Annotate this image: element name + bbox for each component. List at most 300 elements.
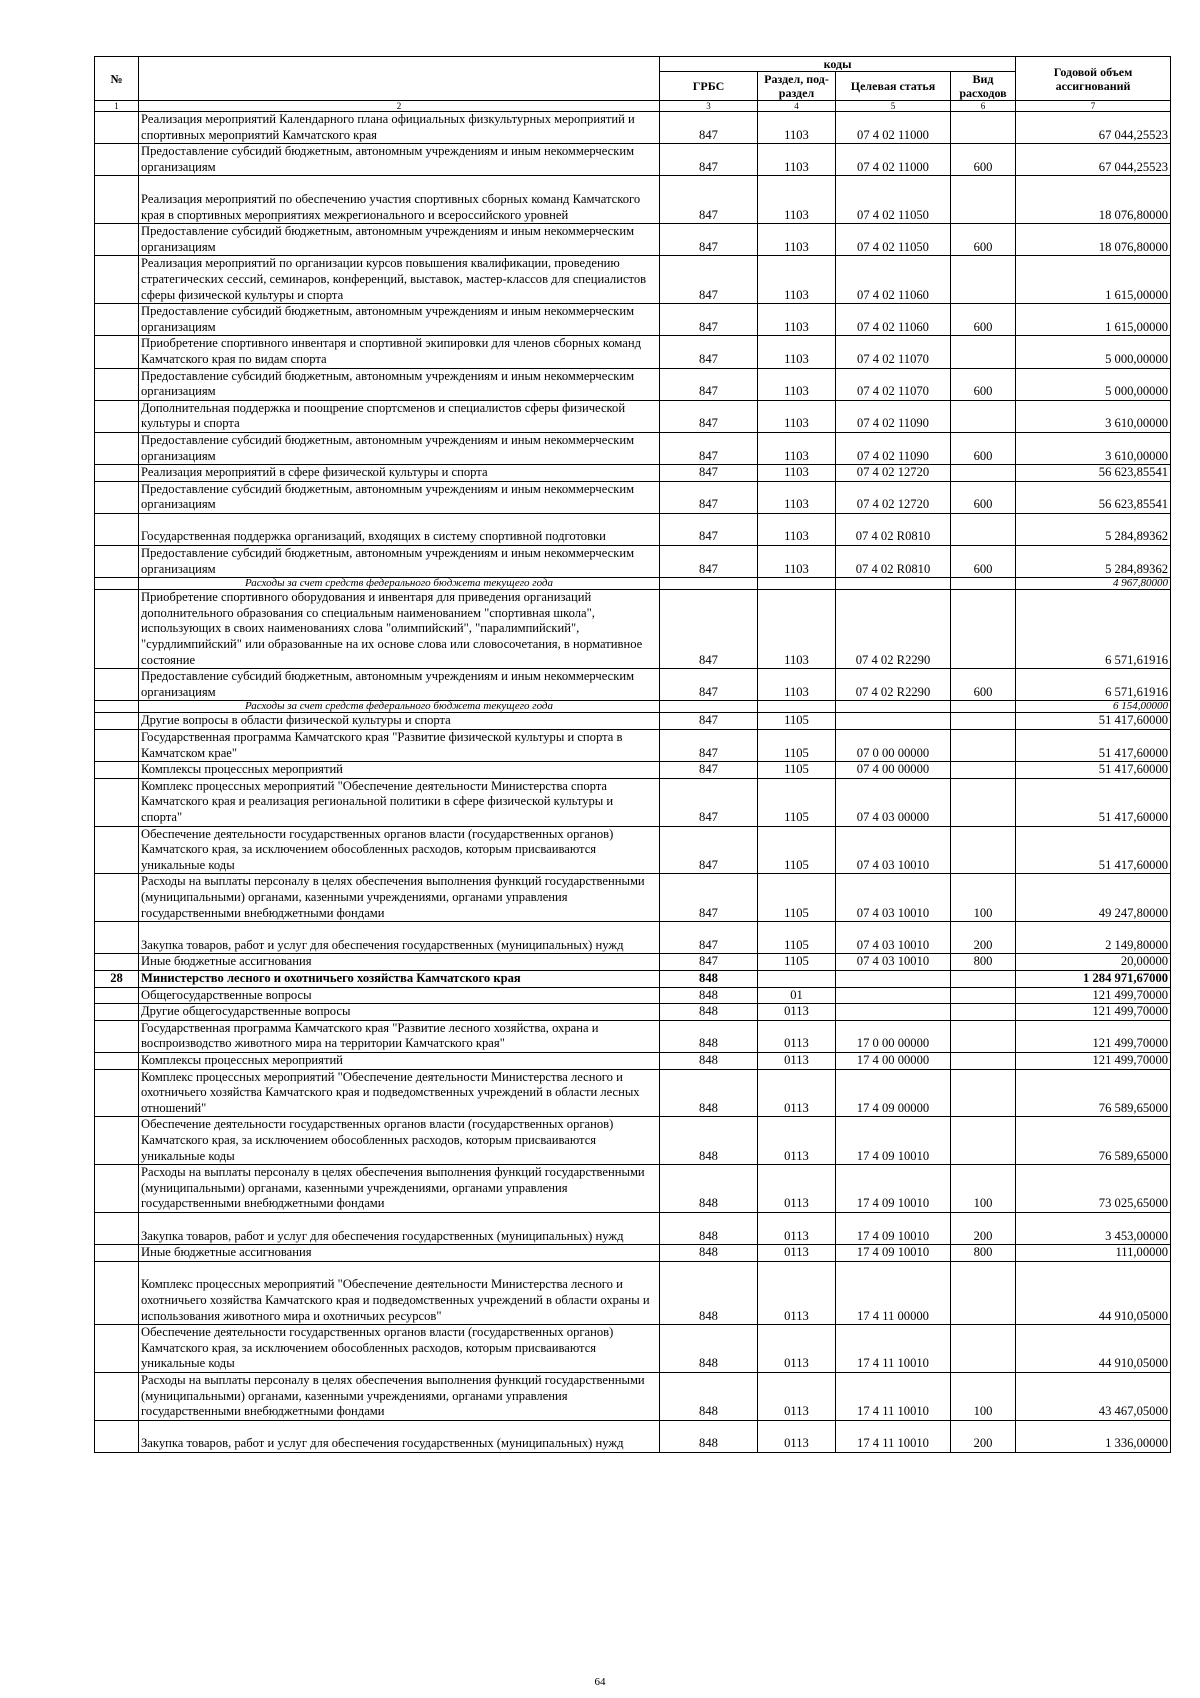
- row-grbs: 848: [660, 1212, 758, 1244]
- row-number: [95, 1420, 139, 1452]
- row-target-article: 07 4 02 R0810: [836, 546, 951, 578]
- row-razdel: 1105: [758, 778, 836, 826]
- row-expense-type: 100: [951, 1165, 1016, 1213]
- header-name: [139, 57, 660, 101]
- table-row: [95, 590, 1171, 669]
- table-row: [95, 112, 1171, 144]
- row-razdel: 1103: [758, 112, 836, 144]
- row-grbs: 847: [660, 730, 758, 762]
- row-number: [95, 730, 139, 762]
- table-row: [95, 400, 1171, 432]
- row-amount: 3 610,00000: [1016, 400, 1171, 432]
- row-grbs: 847: [660, 256, 758, 304]
- row-description: Комплекс процессных мероприятий "Обеспечение деятельности Министерства спорта Камчатского края и реализация региональной политики в сфере физической культуры и спорта": [139, 778, 660, 826]
- row-expense-type: [951, 112, 1016, 144]
- row-number: [95, 1261, 139, 1324]
- row-amount: 1 615,00000: [1016, 256, 1171, 304]
- row-target-article: 07 4 02 11000: [836, 112, 951, 144]
- row-number: [95, 481, 139, 513]
- row-grbs: 848: [660, 1245, 758, 1262]
- row-amount: 1 284 971,67000: [1016, 970, 1171, 987]
- row-target-article: 07 4 02 11070: [836, 336, 951, 368]
- row-grbs: 847: [660, 304, 758, 336]
- row-description: Расходы за счет средств федерального бюджета текущего года: [139, 578, 660, 590]
- row-razdel: [758, 578, 836, 590]
- row-amount: 121 499,70000: [1016, 1004, 1171, 1021]
- row-description: Расходы на выплаты персоналу в целях обеспечения выполнения функций государственными (муниципальными) органами, казенными учреждениями, органами управления государственными внебюджетными фондами: [139, 874, 660, 922]
- table-row: [95, 1004, 1171, 1021]
- row-grbs: 848: [660, 1372, 758, 1420]
- row-description: Комплекс процессных мероприятий "Обеспечение деятельности Министерства лесного и охотничьего хозяйства Камчатского края и подведомственных учреждений в области лесных отношений": [139, 1069, 660, 1117]
- row-grbs: 848: [660, 987, 758, 1004]
- row-description: Предоставление субсидий бюджетным, автономным учреждениям и иным некоммерческим организациям: [139, 224, 660, 256]
- header-target: Целевая статья: [836, 72, 951, 101]
- row-description: Обеспечение деятельности государственных органов власти (государственных органов) Камчатского края, за исключением обособленных расходов, которым присваиваются уникальные коды: [139, 1325, 660, 1373]
- row-expense-type: [951, 336, 1016, 368]
- table-row: [95, 1069, 1171, 1117]
- table-row: [95, 578, 1171, 590]
- row-target-article: 07 4 02 R2290: [836, 590, 951, 669]
- row-number: [95, 368, 139, 400]
- row-amount: 5 000,00000: [1016, 336, 1171, 368]
- row-grbs: 847: [660, 336, 758, 368]
- row-grbs: 848: [660, 1117, 758, 1165]
- row-expense-type: 800: [951, 954, 1016, 971]
- row-expense-type: 600: [951, 669, 1016, 701]
- header-amount: Годовой объем ассигнований: [1016, 57, 1171, 101]
- row-target-article: [836, 987, 951, 1004]
- row-number: [95, 874, 139, 922]
- row-description: Закупка товаров, работ и услуг для обеспечения государственных (муниципальных) нужд: [139, 922, 660, 954]
- row-description: Иные бюджетные ассигнования: [139, 1245, 660, 1262]
- row-target-article: 17 0 00 00000: [836, 1020, 951, 1052]
- row-description: Закупка товаров, работ и услуг для обеспечения государственных (муниципальных) нужд: [139, 1212, 660, 1244]
- row-target-article: 07 4 02 11090: [836, 432, 951, 464]
- row-expense-type: [951, 826, 1016, 874]
- row-description: Другие вопросы в области физической культуры и спорта: [139, 713, 660, 730]
- header-vid: Вид расходов: [951, 72, 1016, 101]
- row-description: Приобретение спортивного инвентаря и спортивной экипировки для членов сборных команд Камчатского края по видам спорта: [139, 336, 660, 368]
- row-grbs: 847: [660, 826, 758, 874]
- row-amount: 121 499,70000: [1016, 987, 1171, 1004]
- row-razdel: 1103: [758, 465, 836, 482]
- row-amount: 76 589,65000: [1016, 1117, 1171, 1165]
- col-number: 5: [836, 101, 951, 112]
- header-codes: коды: [660, 57, 1016, 72]
- table-row: [95, 144, 1171, 176]
- table-row: [95, 336, 1171, 368]
- row-description: Предоставление субсидий бюджетным, автономным учреждениям и иным некоммерческим организациям: [139, 669, 660, 701]
- row-target-article: 07 4 03 00000: [836, 778, 951, 826]
- row-razdel: 0113: [758, 1245, 836, 1262]
- row-number: [95, 513, 139, 545]
- row-number: [95, 224, 139, 256]
- row-number: [95, 304, 139, 336]
- row-amount: 73 025,65000: [1016, 1165, 1171, 1213]
- row-number: [95, 778, 139, 826]
- row-razdel: 1103: [758, 513, 836, 545]
- row-target-article: 17 4 11 10010: [836, 1372, 951, 1420]
- header-razdel: Раздел, под-раздел: [758, 72, 836, 101]
- row-number: [95, 112, 139, 144]
- row-target-article: 07 4 03 10010: [836, 826, 951, 874]
- row-target-article: 07 4 02 12720: [836, 465, 951, 482]
- row-grbs: [660, 701, 758, 713]
- table-row: [95, 432, 1171, 464]
- row-target-article: [836, 578, 951, 590]
- row-grbs: 848: [660, 1261, 758, 1324]
- row-grbs: 847: [660, 144, 758, 176]
- row-expense-type: [951, 1069, 1016, 1117]
- row-amount: 51 417,60000: [1016, 713, 1171, 730]
- row-expense-type: 600: [951, 432, 1016, 464]
- row-expense-type: 600: [951, 304, 1016, 336]
- row-razdel: 1105: [758, 826, 836, 874]
- table-row: [95, 1372, 1171, 1420]
- row-number: [95, 922, 139, 954]
- row-number: [95, 1245, 139, 1262]
- row-expense-type: 600: [951, 481, 1016, 513]
- row-amount: 1 336,00000: [1016, 1420, 1171, 1452]
- row-number: [95, 701, 139, 713]
- row-expense-type: 200: [951, 1420, 1016, 1452]
- row-description: Реализация мероприятий Календарного плана официальных физкультурных мероприятий и спортивных мероприятий Камчатского края: [139, 112, 660, 144]
- header-grbs: ГРБС: [660, 72, 758, 101]
- row-grbs: 848: [660, 1052, 758, 1069]
- row-target-article: 17 4 11 10010: [836, 1420, 951, 1452]
- row-target-article: 07 4 02 11050: [836, 224, 951, 256]
- row-grbs: 847: [660, 762, 758, 779]
- table-row: [95, 1165, 1171, 1213]
- row-target-article: 07 0 00 00000: [836, 730, 951, 762]
- col-number: 7: [1016, 101, 1171, 112]
- row-grbs: 847: [660, 368, 758, 400]
- page-number: 64: [594, 1676, 606, 1688]
- row-description: Обеспечение деятельности государственных органов власти (государственных органов) Камчатского края, за исключением обособленных расходов, которым присваиваются уникальные коды: [139, 1117, 660, 1165]
- table-row: [95, 1052, 1171, 1069]
- row-razdel: 1103: [758, 546, 836, 578]
- table-row: [95, 256, 1171, 304]
- row-expense-type: [951, 578, 1016, 590]
- row-expense-type: 200: [951, 1212, 1016, 1244]
- header-num: №: [95, 57, 139, 101]
- row-number: [95, 713, 139, 730]
- row-razdel: 1105: [758, 762, 836, 779]
- row-description: Расходы за счет средств федерального бюджета текущего года: [139, 701, 660, 713]
- row-description: Комплекс процессных мероприятий "Обеспечение деятельности Министерства лесного и охотничьего хозяйства Камчатского края и подведомственных учреждений в области охраны и использования животного мира и охотничьих ресурсов": [139, 1261, 660, 1324]
- table-row: [95, 730, 1171, 762]
- row-grbs: 848: [660, 1325, 758, 1373]
- row-description: Другие общегосударственные вопросы: [139, 1004, 660, 1021]
- row-expense-type: [951, 970, 1016, 987]
- row-grbs: 847: [660, 465, 758, 482]
- row-grbs: 847: [660, 713, 758, 730]
- row-target-article: 17 4 09 10010: [836, 1165, 951, 1213]
- row-description: Предоставление субсидий бюджетным, автономным учреждениям и иным некоммерческим организациям: [139, 546, 660, 578]
- row-razdel: 1105: [758, 874, 836, 922]
- row-target-article: 07 4 02 11060: [836, 304, 951, 336]
- row-target-article: 07 4 02 11050: [836, 176, 951, 224]
- row-expense-type: 100: [951, 874, 1016, 922]
- row-razdel: [758, 970, 836, 987]
- row-grbs: 848: [660, 1420, 758, 1452]
- row-number: [95, 1325, 139, 1373]
- row-target-article: 07 4 02 11090: [836, 400, 951, 432]
- row-number: [95, 590, 139, 669]
- row-target-article: 07 4 02 R0810: [836, 513, 951, 545]
- row-target-article: 07 4 02 11070: [836, 368, 951, 400]
- table-row: [95, 1325, 1171, 1373]
- row-description: Предоставление субсидий бюджетным, автономным учреждениям и иным некоммерческим организациям: [139, 432, 660, 464]
- row-razdel: 0113: [758, 1052, 836, 1069]
- row-amount: 20,00000: [1016, 954, 1171, 971]
- row-razdel: 1105: [758, 954, 836, 971]
- row-razdel: 0113: [758, 1117, 836, 1165]
- row-target-article: 07 4 00 00000: [836, 762, 951, 779]
- row-razdel: 1103: [758, 224, 836, 256]
- row-target-article: [836, 713, 951, 730]
- row-razdel: 1103: [758, 304, 836, 336]
- row-razdel: 1103: [758, 590, 836, 669]
- row-grbs: 847: [660, 400, 758, 432]
- row-razdel: 1105: [758, 730, 836, 762]
- row-expense-type: [951, 256, 1016, 304]
- table-row: [95, 546, 1171, 578]
- row-amount: 18 076,80000: [1016, 176, 1171, 224]
- row-expense-type: 600: [951, 224, 1016, 256]
- row-number: [95, 669, 139, 701]
- table-row: [95, 874, 1171, 922]
- row-expense-type: [951, 1004, 1016, 1021]
- row-number: [95, 256, 139, 304]
- row-number: [95, 176, 139, 224]
- col-number: 2: [139, 101, 660, 112]
- row-number: [95, 465, 139, 482]
- row-description: Расходы на выплаты персоналу в целях обеспечения выполнения функций государственными (муниципальными) органами, казенными учреждениями, органами управления государственными внебюджетными фондами: [139, 1372, 660, 1420]
- table-row: [95, 778, 1171, 826]
- row-razdel: 1103: [758, 432, 836, 464]
- row-razdel: 0113: [758, 1420, 836, 1452]
- row-grbs: 847: [660, 112, 758, 144]
- row-target-article: 07 4 03 10010: [836, 954, 951, 971]
- row-target-article: [836, 970, 951, 987]
- row-expense-type: 100: [951, 1372, 1016, 1420]
- row-target-article: 17 4 11 10010: [836, 1325, 951, 1373]
- row-grbs: 847: [660, 176, 758, 224]
- row-number: [95, 1069, 139, 1117]
- table-row: [95, 1261, 1171, 1324]
- col-number: 1: [95, 101, 139, 112]
- row-number: [95, 954, 139, 971]
- row-grbs: [660, 578, 758, 590]
- row-number: [95, 762, 139, 779]
- row-expense-type: [951, 1117, 1016, 1165]
- row-description: Предоставление субсидий бюджетным, автономным учреждениям и иным некоммерческим организациям: [139, 304, 660, 336]
- table-row: [95, 922, 1171, 954]
- table-row: [95, 1020, 1171, 1052]
- row-amount: 51 417,60000: [1016, 826, 1171, 874]
- row-razdel: 0113: [758, 1325, 836, 1373]
- table-row: [95, 1117, 1171, 1165]
- budget-table-container: [94, 56, 1170, 1453]
- row-razdel: 0113: [758, 1165, 836, 1213]
- table-row: [95, 826, 1171, 874]
- row-amount: 56 623,85541: [1016, 481, 1171, 513]
- row-target-article: 07 4 02 12720: [836, 481, 951, 513]
- row-number: [95, 432, 139, 464]
- row-amount: 51 417,60000: [1016, 762, 1171, 779]
- row-amount: 44 910,05000: [1016, 1261, 1171, 1324]
- row-razdel: 1105: [758, 713, 836, 730]
- row-amount: 67 044,25523: [1016, 144, 1171, 176]
- row-description: Расходы на выплаты персоналу в целях обеспечения выполнения функций государственными (муниципальными) органами, казенными учреждениями, органами управления государственными внебюджетными фондами: [139, 1165, 660, 1213]
- row-number: [95, 336, 139, 368]
- row-number: [95, 1165, 139, 1213]
- row-amount: 6 571,61916: [1016, 590, 1171, 669]
- row-target-article: 07 4 02 11000: [836, 144, 951, 176]
- row-target-article: 17 4 11 00000: [836, 1261, 951, 1324]
- row-expense-type: [951, 1052, 1016, 1069]
- table-row: [95, 954, 1171, 971]
- row-amount: 121 499,70000: [1016, 1052, 1171, 1069]
- table-body: [95, 112, 1171, 1453]
- row-description: Иные бюджетные ассигнования: [139, 954, 660, 971]
- row-description: Приобретение спортивного оборудования и инвентаря для приведения организаций дополнительного образования со специальным наименованием "спортивная школа", использующих в своих наименованиях слова "олимпийский", "паралимпийский", "сурдлимпийский" или образованные на их основе слова или словосочетания, в нормативное состояние: [139, 590, 660, 669]
- row-expense-type: [951, 1325, 1016, 1373]
- table-row: [95, 669, 1171, 701]
- row-target-article: [836, 701, 951, 713]
- row-amount: 56 623,85541: [1016, 465, 1171, 482]
- table-row: [95, 701, 1171, 713]
- row-razdel: 0113: [758, 1069, 836, 1117]
- row-number: [95, 1052, 139, 1069]
- row-target-article: 17 4 09 00000: [836, 1069, 951, 1117]
- row-grbs: 847: [660, 481, 758, 513]
- row-number: [95, 987, 139, 1004]
- row-amount: 5 284,89362: [1016, 546, 1171, 578]
- row-amount: 1 615,00000: [1016, 304, 1171, 336]
- row-number: [95, 826, 139, 874]
- table-row: [95, 513, 1171, 545]
- row-amount: 49 247,80000: [1016, 874, 1171, 922]
- row-number: [95, 1004, 139, 1021]
- row-target-article: 07 4 03 10010: [836, 922, 951, 954]
- row-amount: 121 499,70000: [1016, 1020, 1171, 1052]
- row-target-article: 07 4 03 10010: [836, 874, 951, 922]
- row-razdel: 1103: [758, 481, 836, 513]
- row-target-article: [836, 1004, 951, 1021]
- row-description: Дополнительная поддержка и поощрение спортсменов и специалистов сферы физической культуры и спорта: [139, 400, 660, 432]
- row-grbs: 848: [660, 1069, 758, 1117]
- row-target-article: 17 4 09 10010: [836, 1212, 951, 1244]
- row-amount: 51 417,60000: [1016, 778, 1171, 826]
- row-number: [95, 1020, 139, 1052]
- row-amount: 76 589,65000: [1016, 1069, 1171, 1117]
- row-description: Реализация мероприятий в сфере физической культуры и спорта: [139, 465, 660, 482]
- row-description: Предоставление субсидий бюджетным, автономным учреждениям и иным некоммерческим организациям: [139, 144, 660, 176]
- row-razdel: [758, 701, 836, 713]
- row-razdel: 01: [758, 987, 836, 1004]
- row-razdel: 0113: [758, 1261, 836, 1324]
- row-amount: 6 571,61916: [1016, 669, 1171, 701]
- row-amount: 3 610,00000: [1016, 432, 1171, 464]
- row-number: [95, 1212, 139, 1244]
- row-amount: 6 154,00000: [1016, 701, 1171, 713]
- row-grbs: 848: [660, 1004, 758, 1021]
- row-number: [95, 1372, 139, 1420]
- row-target-article: 07 4 02 11060: [836, 256, 951, 304]
- row-expense-type: [951, 701, 1016, 713]
- row-description: Комплексы процессных мероприятий: [139, 762, 660, 779]
- table-row: [95, 1212, 1171, 1244]
- table-row: [95, 465, 1171, 482]
- table-row: [95, 762, 1171, 779]
- row-grbs: 847: [660, 513, 758, 545]
- table-row: [95, 224, 1171, 256]
- row-description: Комплексы процессных мероприятий: [139, 1052, 660, 1069]
- row-expense-type: 600: [951, 368, 1016, 400]
- row-amount: 44 910,05000: [1016, 1325, 1171, 1373]
- col-number: 4: [758, 101, 836, 112]
- row-expense-type: 600: [951, 546, 1016, 578]
- row-razdel: 1103: [758, 368, 836, 400]
- col-number: 3: [660, 101, 758, 112]
- row-razdel: 0113: [758, 1020, 836, 1052]
- row-grbs: 848: [660, 1020, 758, 1052]
- row-razdel: 1105: [758, 922, 836, 954]
- row-razdel: 0113: [758, 1372, 836, 1420]
- table-row: [95, 304, 1171, 336]
- row-razdel: 0113: [758, 1004, 836, 1021]
- row-amount: 18 076,80000: [1016, 224, 1171, 256]
- row-expense-type: 600: [951, 144, 1016, 176]
- table-row: [95, 368, 1171, 400]
- row-expense-type: [951, 465, 1016, 482]
- row-number: [95, 1117, 139, 1165]
- row-description: Министерство лесного и охотничьего хозяйства Камчатского края: [139, 970, 660, 987]
- row-razdel: 1103: [758, 144, 836, 176]
- budget-table: [94, 56, 1171, 1453]
- row-description: Реализация мероприятий по организации курсов повышения квалификации, проведению стратегических сессий, семинаров, конференций, выставок, мастер-классов для специалистов сферы физической культуры и спорта: [139, 256, 660, 304]
- row-expense-type: [951, 400, 1016, 432]
- table-row: [95, 481, 1171, 513]
- row-target-article: 17 4 09 10010: [836, 1245, 951, 1262]
- row-expense-type: 800: [951, 1245, 1016, 1262]
- row-amount: 43 467,05000: [1016, 1372, 1171, 1420]
- row-target-article: 17 4 09 10010: [836, 1117, 951, 1165]
- row-grbs: 848: [660, 1165, 758, 1213]
- row-description: Закупка товаров, работ и услуг для обеспечения государственных (муниципальных) нужд: [139, 1420, 660, 1452]
- row-expense-type: [951, 513, 1016, 545]
- row-number: 28: [95, 970, 139, 987]
- row-description: Государственная программа Камчатского края "Развитие лесного хозяйства, охрана и воспроизводство животного мира на территории Камчатского края": [139, 1020, 660, 1052]
- row-amount: 4 967,80000: [1016, 578, 1171, 590]
- row-grbs: 847: [660, 954, 758, 971]
- row-expense-type: [951, 1261, 1016, 1324]
- row-target-article: 17 4 00 00000: [836, 1052, 951, 1069]
- row-description: Предоставление субсидий бюджетным, автономным учреждениям и иным некоммерческим организациям: [139, 481, 660, 513]
- row-number: [95, 578, 139, 590]
- row-amount: 51 417,60000: [1016, 730, 1171, 762]
- row-target-article: 07 4 02 R2290: [836, 669, 951, 701]
- row-amount: 3 453,00000: [1016, 1212, 1171, 1244]
- table-row: [95, 1245, 1171, 1262]
- table-row: [95, 987, 1171, 1004]
- row-grbs: 847: [660, 922, 758, 954]
- row-amount: 67 044,25523: [1016, 112, 1171, 144]
- table-row: [95, 713, 1171, 730]
- row-expense-type: [951, 987, 1016, 1004]
